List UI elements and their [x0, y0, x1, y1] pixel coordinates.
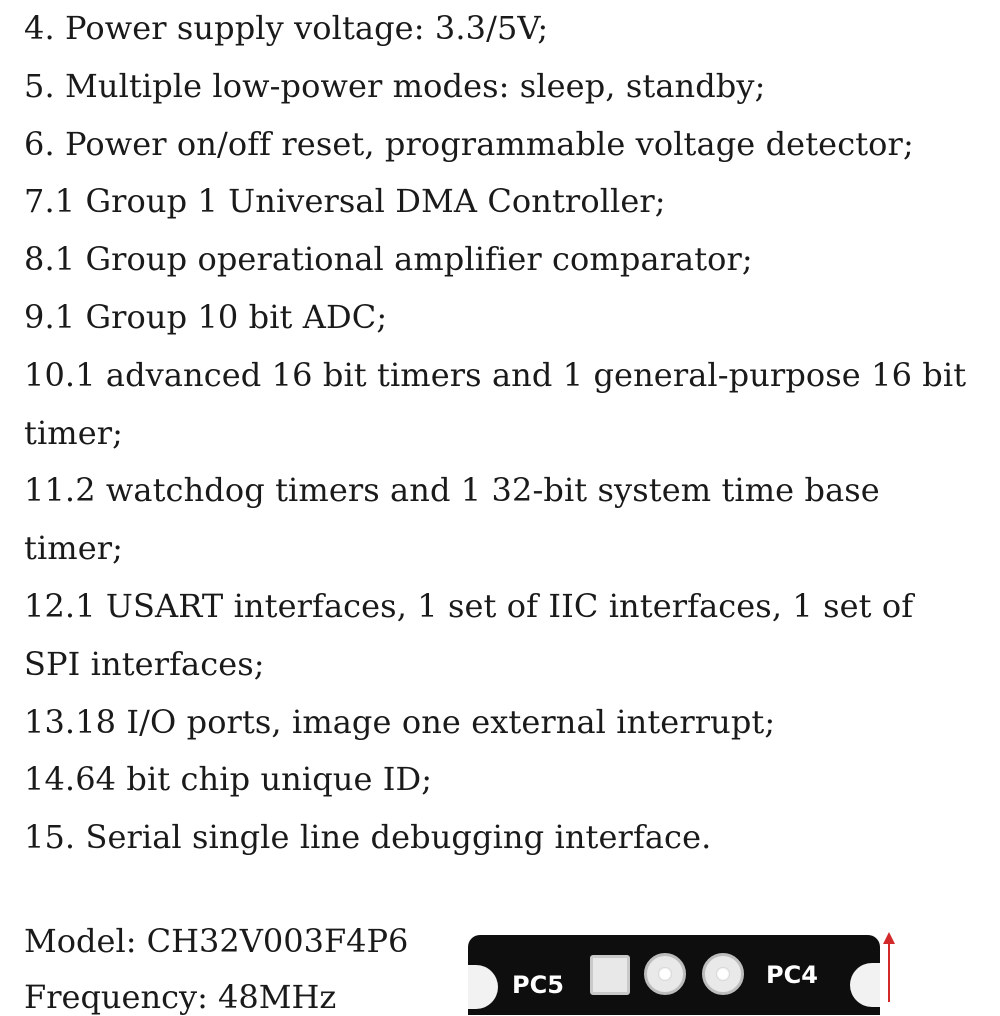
spec-line-continuation: SPI interfaces;	[24, 644, 265, 683]
spec-line: 15. Serial single line debugging interface.	[24, 818, 712, 857]
round-pad	[644, 953, 686, 995]
spec-line: 11.2 watchdog timers and 1 32-bit system time base	[24, 471, 880, 510]
spec-line: 4. Power supply voltage: 3.3/5V;	[24, 9, 549, 47]
pin-label-pc5: PC5	[512, 971, 564, 999]
spec-line: 9.1 Group 10 bit ADC;	[24, 297, 388, 336]
spec-line: 13.18 I/O ports, image one external interrupt;	[24, 702, 776, 741]
spec-line: 8.1 Group operational amplifier comparator;	[24, 240, 753, 279]
spec-line-continuation: timer;	[24, 413, 124, 452]
edge-pad	[850, 963, 880, 1007]
spec-line-continuation: timer;	[24, 529, 124, 568]
arrow-up-icon	[882, 932, 896, 1002]
spec-line: 10.1 advanced 16 bit timers and 1 general-purpose 16 bit	[24, 355, 967, 394]
edge-pad	[468, 965, 498, 1009]
spec-line: 14.64 bit chip unique ID;	[24, 760, 433, 799]
spec-line: 5. Multiple low-power modes: sleep, standby;	[24, 66, 766, 105]
spec-line: 7.1 Group 1 Universal DMA Controller;	[24, 182, 666, 221]
spec-line: 6. Power on/off reset, programmable voltage detector;	[24, 124, 914, 163]
frequency-text: Frequency: 48MHz	[24, 978, 337, 1016]
model-text: Model: CH32V003F4P6	[24, 922, 409, 960]
spec-line: 12.1 USART interfaces, 1 set of IIC interfaces, 1 set of	[24, 586, 914, 625]
board-photo	[468, 935, 880, 1015]
pin-label-pc4: PC4	[766, 961, 818, 989]
spec-list	[24, 0, 994, 867]
square-pad	[590, 955, 630, 995]
round-pad	[702, 953, 744, 995]
